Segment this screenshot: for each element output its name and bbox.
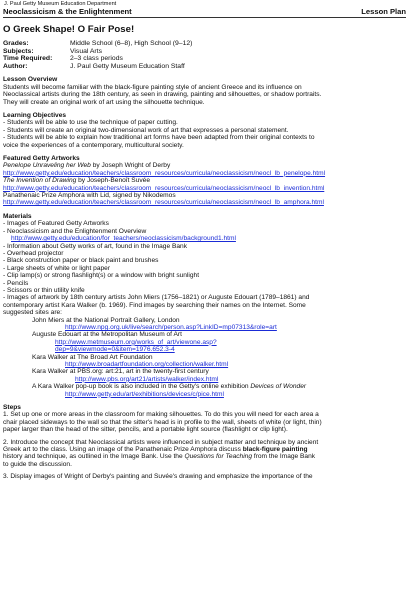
unit-title: Neoclassicism & the Enlightenment [3,7,132,16]
artwork-entry [3,162,406,169]
meta-row [3,48,406,56]
suggested-site: Auguste Edouart at the Metropolitan Museum of Art [32,331,182,339]
step-text: from the Image Bank [252,453,316,461]
step-line: paper larger than the head of the sitter, pencils, and a portable light source (flashlight or clip light). [3,426,288,434]
step-text: history and technique, as outlined in the Image Bank. Use the [3,453,185,461]
material-item: - Clip lamp(s) or strong flashlight(s) or a window with bright sunlight [3,272,200,280]
header-bar [3,7,406,18]
artwork-entry [3,177,406,184]
material-item-cont: contemporary artist Kara Walker (b. 1969). Find images by searching their names on the Internet. Some [3,301,306,309]
overview-line: They will create an original work of art using the silhouette technique. [3,98,205,106]
suggested-site: Kara Walker at The Broad Art Foundation [32,353,153,361]
meta-value: Visual Arts [70,47,102,55]
steps-heading: Steps [3,404,21,412]
step-line: chair placed sideways to the wall so that the sitter's head is in profile to the wall, sheets of white (or light, thin) [3,418,322,426]
material-item: - Information about Getty works of art, found in the Image Bank [3,242,187,250]
objective-line: - Students will be able to use the technique of paper cutting. [3,119,178,127]
suggested-site-link[interactable]: dep=9&viewmode=0&item=1976.652.3-4 [55,346,175,354]
step-bold-term: black-figure painting [242,446,308,454]
suggested-site-link[interactable]: http://www.pbs.org/art21/artists/walker/index.html [75,375,219,383]
objective-line: voice the experiences of a contemporary, multicultural society. [3,141,184,149]
suggested-site-link[interactable]: http://www.getty.edu/art/exhibitions/devices/c/pice.html [65,390,224,398]
overview-line: Neoclassical artists during the 18th century, as seen in drawing, painting and silhouettes, or shadow portraits. [3,91,322,99]
meta-row [3,55,406,63]
overview-heading: Lesson Overview [3,76,58,84]
meta-key: Subjects: [3,47,34,55]
artworks-heading: Featured Getty Artworks [3,155,80,163]
objectives-heading: Learning Objectives [3,112,67,119]
suggested-site: John Miers at the National Portrait Gallery, London [32,316,180,324]
material-item: - Scissors or thin utility knife [3,286,85,294]
meta-value: Middle School (6–8), High School (9–12) [70,40,193,47]
artwork-title: Penelope Unraveling her Web [3,162,91,170]
objective-line: - Students will create an original two-dimensional work of art that expresses a personal statement. [3,126,289,134]
meta-key: Grades: [3,40,29,47]
artwork-credit: by Joseph-Benoît Suvée [76,177,150,185]
popup-book-text: A Kara Walker pop-up book is also included in the Getty's online exhibition [32,383,251,391]
material-item: - Black construction paper or black paint and brushes [3,257,159,265]
meta-key: Time Required: [3,55,53,63]
step-line: 3. Display images of Wright of Derby's painting and Suvée's drawing and emphasize the importance of the [3,473,313,481]
department-label: J. Paul Getty Museum Education Department [4,1,117,7]
meta-table [3,40,406,70]
suggested-site-link[interactable]: http://www.npg.org.uk/live/search/person.asp?LinkID=mp07313&role=art [65,323,277,331]
meta-key: Author: [3,62,28,70]
meta-row [3,40,406,48]
artwork-credit: Panathenaic Prize Amphora with Lid, signed by Nikodemos [3,192,176,200]
step-line: to guide the discussion. [3,460,72,468]
material-link[interactable]: http://www.getty.edu/education/for_teachers/neoclassicism/background1.html [11,235,236,243]
material-item: - Neoclassicism and the Enlightenment Overview [3,227,147,235]
page-title: O Greek Shape! O Fair Pose! [3,24,135,35]
artwork-entry [3,192,406,199]
step-line [3,446,406,453]
step-italic-term: Questions for Teaching [184,453,253,461]
material-item-cont: suggested sites are: [3,309,63,317]
artwork-link[interactable]: http://www.getty.edu/education/teachers/classroom_resources/curricula/neoclassicism/neocl_lb_amphora.html [3,199,324,207]
suggested-site [3,383,406,390]
exhibition-title: Devices of Wonder [250,383,307,391]
suggested-site-link[interactable]: http://www.metmuseum.org/works_of_art/viewone.asp? [55,338,217,346]
step-text: Greek art to the class. Using an image of the Panathenaic Prize Amphora discuss [3,446,243,454]
objective-line: - Students will be able to explain how traditional art forms have been adapted from their original contexts to [3,134,315,142]
artwork-link[interactable]: http://www.getty.edu/education/teachers/classroom_resources/curricula/neoclassicism/neocl_lb_invention.html [3,184,325,192]
overview-line: Students will become familiar with the black-figure painting style of ancient Greece and its influence on [3,83,302,91]
material-item: - Overhead projector [3,249,64,257]
step-line [3,453,406,460]
doc-type: Lesson Plan [361,7,406,16]
meta-row [3,63,406,71]
suggested-site: Kara Walker at PBS.org: art:21, art in the twenty-first century [32,368,209,376]
material-item: - Images of artwork by 18th century artists John Miers (1756–1821) or Auguste Edouart (1789–1861) and [3,294,310,302]
suggested-site-link[interactable]: http://www.broadartfoundation.org/collection/walker.html [65,361,229,368]
material-item: - Large sheets of white or light paper [3,264,111,272]
material-item: - Pencils [3,279,29,287]
meta-value: 2–3 class periods [70,55,123,63]
meta-value: J. Paul Getty Museum Education Staff [70,62,185,70]
artwork-title: The Invention of Drawing [3,177,77,185]
material-item: - Images of Featured Getty Artworks [3,220,109,228]
artwork-credit: by Joseph Wright of Derby [90,162,171,170]
materials-heading: Materials [3,212,32,220]
step-line: 2. Introduce the concept that Neoclassical artists were influenced in subject matter and technique by ancient [3,438,319,446]
step-line: 1. Set up one or more areas in the classroom for making silhouettes. To do this you will need for each area a [3,411,319,419]
artwork-link[interactable]: http://www.getty.edu/education/teachers/classroom_resources/curricula/neoclassicism/neocl_lb_penelope.html [3,169,326,177]
